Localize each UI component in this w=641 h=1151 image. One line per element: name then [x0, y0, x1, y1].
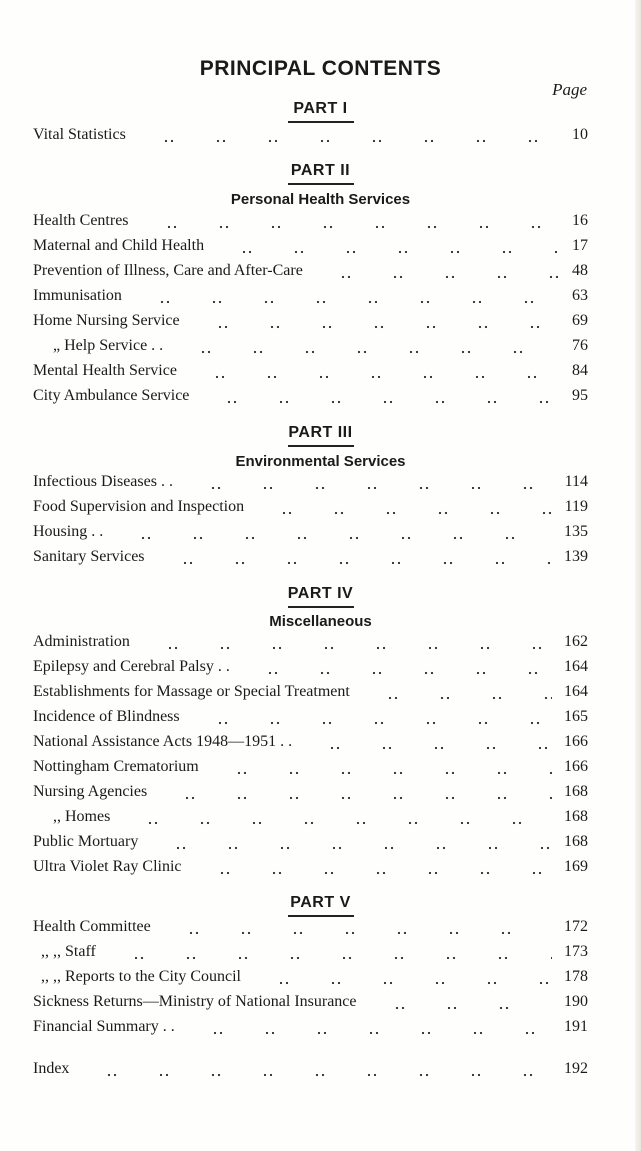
entry-page: 76 — [572, 337, 588, 354]
entry-page: 139 — [564, 548, 588, 565]
toc-entry — [33, 756, 588, 778]
entry-label: Health Committee — [33, 918, 151, 935]
entry-label: Mental Health Service — [33, 362, 177, 379]
entry-page: 190 — [564, 993, 588, 1010]
entry-page: 168 — [564, 808, 588, 825]
entry-page: 84 — [572, 362, 588, 379]
part-label: PART II — [290, 162, 351, 179]
part-label: PART V — [290, 894, 351, 911]
toc-entry — [33, 916, 588, 938]
toc-entry — [33, 856, 588, 878]
entry-page: 165 — [564, 708, 588, 725]
toc-entry — [33, 806, 588, 828]
dot-leader — [194, 310, 560, 332]
dot-leader — [144, 631, 552, 653]
entry-page: 173 — [564, 943, 588, 960]
entry-page: 69 — [572, 312, 588, 329]
toc-entry — [33, 335, 588, 357]
dot-leader — [244, 656, 552, 678]
page-title: PRINCIPAL CONTENTS — [199, 57, 442, 80]
entry-page: 114 — [564, 473, 588, 490]
dot-leader — [117, 521, 552, 543]
dot-leader — [159, 546, 552, 568]
entry-label: Nursing Agencies — [33, 783, 148, 800]
entry-page: 178 — [564, 968, 588, 985]
dot-leader — [371, 991, 552, 1013]
part-heading — [0, 162, 641, 185]
part-heading — [0, 894, 641, 917]
dot-leader — [194, 706, 552, 728]
toc-entry — [33, 124, 588, 146]
toc-entry — [33, 285, 588, 307]
entry-label: Housing . . — [33, 523, 104, 540]
entry-label: City Ambulance Service — [33, 387, 190, 404]
toc-entry — [33, 681, 588, 703]
toc-entry — [33, 546, 588, 568]
dot-leader — [258, 496, 553, 518]
toc-entry — [33, 310, 588, 332]
entry-page: 191 — [564, 1018, 588, 1035]
dot-leader — [124, 806, 552, 828]
dot-leader — [136, 285, 560, 307]
part-underline — [288, 121, 354, 123]
entry-page: 164 — [564, 683, 588, 700]
dot-leader — [161, 781, 552, 803]
entry-page: 63 — [572, 287, 588, 304]
toc-entry — [33, 656, 588, 678]
entry-label: Home Nursing Service — [33, 312, 180, 329]
part-heading — [0, 100, 641, 123]
dot-leader — [196, 856, 552, 878]
part-label: PART III — [288, 424, 353, 441]
part-heading — [0, 424, 641, 447]
entry-page: 166 — [564, 758, 588, 775]
entry-page: 172 — [564, 918, 588, 935]
toc-entry — [33, 831, 588, 853]
dot-leader — [187, 471, 553, 493]
dot-leader — [213, 756, 552, 778]
dot-leader — [83, 1058, 552, 1080]
entry-label: ,, ,, Reports to the City Council — [41, 968, 241, 985]
entry-label: Epilepsy and Cerebral Palsy . . — [33, 658, 230, 675]
entry-label: ,, ,, Staff — [41, 943, 96, 960]
dot-leader — [191, 360, 560, 382]
toc-entry — [33, 941, 588, 963]
dot-leader — [143, 210, 560, 232]
entry-label: Prevention of Illness, Care and After-Care — [33, 262, 303, 279]
toc-entry — [33, 966, 588, 988]
dot-leader — [189, 1016, 552, 1038]
part-underline — [288, 606, 354, 608]
toc-entry — [33, 731, 588, 753]
entry-page: 16 — [572, 212, 588, 229]
section-heading: Environmental Services — [235, 453, 406, 470]
toc-entry — [33, 496, 588, 518]
toc-entry — [33, 781, 588, 803]
entry-page: 17 — [572, 237, 588, 254]
toc-entry-index — [33, 1058, 588, 1080]
entry-page: 164 — [564, 658, 588, 675]
entry-label: Index — [33, 1060, 70, 1077]
dot-leader — [364, 681, 552, 703]
dot-leader — [140, 124, 560, 146]
toc-entry — [33, 706, 588, 728]
dot-leader — [165, 916, 552, 938]
toc-entry — [33, 521, 588, 543]
part-underline — [288, 445, 354, 447]
entry-label: Nottingham Crematorium — [33, 758, 199, 775]
toc-entry — [33, 631, 588, 653]
entry-label: Public Mortuary — [33, 833, 139, 850]
entry-label: Incidence of Blindness — [33, 708, 180, 725]
entry-page: 168 — [564, 833, 588, 850]
entry-label: Health Centres — [33, 212, 129, 229]
section-heading: Personal Health Services — [230, 191, 411, 208]
entry-page: 192 — [564, 1060, 588, 1077]
entry-label: ,, Homes — [53, 808, 111, 825]
toc-entry — [33, 210, 588, 232]
toc-entry — [33, 385, 588, 407]
entry-label: Infectious Diseases . . — [33, 473, 173, 490]
dot-leader — [306, 731, 552, 753]
section-heading: Miscellaneous — [269, 613, 372, 630]
entry-label: Sanitary Services — [33, 548, 145, 565]
entry-label: Vital Statistics — [33, 126, 126, 143]
entry-page: 169 — [564, 858, 588, 875]
entry-label: Food Supervision and Inspection — [33, 498, 245, 515]
entry-page: 166 — [564, 733, 588, 750]
toc-entry — [33, 1016, 588, 1038]
entry-label: Immunisation — [33, 287, 122, 304]
entry-page: 135 — [564, 523, 588, 540]
part-label: PART I — [293, 100, 348, 117]
toc-entry — [33, 260, 588, 282]
entry-label: National Assistance Acts 1948—1951 . . — [33, 733, 293, 750]
entry-label: Maternal and Child Health — [33, 237, 205, 254]
part-underline — [288, 183, 354, 185]
dot-leader — [218, 235, 560, 257]
entry-page: 168 — [564, 783, 588, 800]
entry-page: 119 — [564, 498, 588, 515]
entry-page: 95 — [572, 387, 588, 404]
dot-leader — [152, 831, 552, 853]
entry-label: Administration — [33, 633, 130, 650]
page-column-header: Page — [552, 80, 587, 99]
entry-label: Establishments for Massage or Special Treatment — [33, 683, 350, 700]
entry-label: Financial Summary . . — [33, 1018, 175, 1035]
entry-label: Ultra Violet Ray Clinic — [33, 858, 182, 875]
entry-page: 162 — [564, 633, 588, 650]
dot-leader — [203, 385, 560, 407]
dot-leader — [317, 260, 560, 282]
dot-leader — [255, 966, 552, 988]
entry-label: „ Help Service . . — [53, 337, 164, 354]
toc-entry — [33, 360, 588, 382]
entry-label: Sickness Returns—Ministry of National Insurance — [33, 993, 357, 1010]
dot-leader — [110, 941, 552, 963]
toc-entry — [33, 991, 588, 1013]
toc-entry — [33, 235, 588, 257]
entry-page: 10 — [572, 126, 588, 143]
dot-leader — [177, 335, 560, 357]
toc-entry — [33, 471, 588, 493]
part-label: PART IV — [287, 585, 354, 602]
entry-page: 48 — [572, 262, 588, 279]
part-heading — [0, 585, 641, 608]
